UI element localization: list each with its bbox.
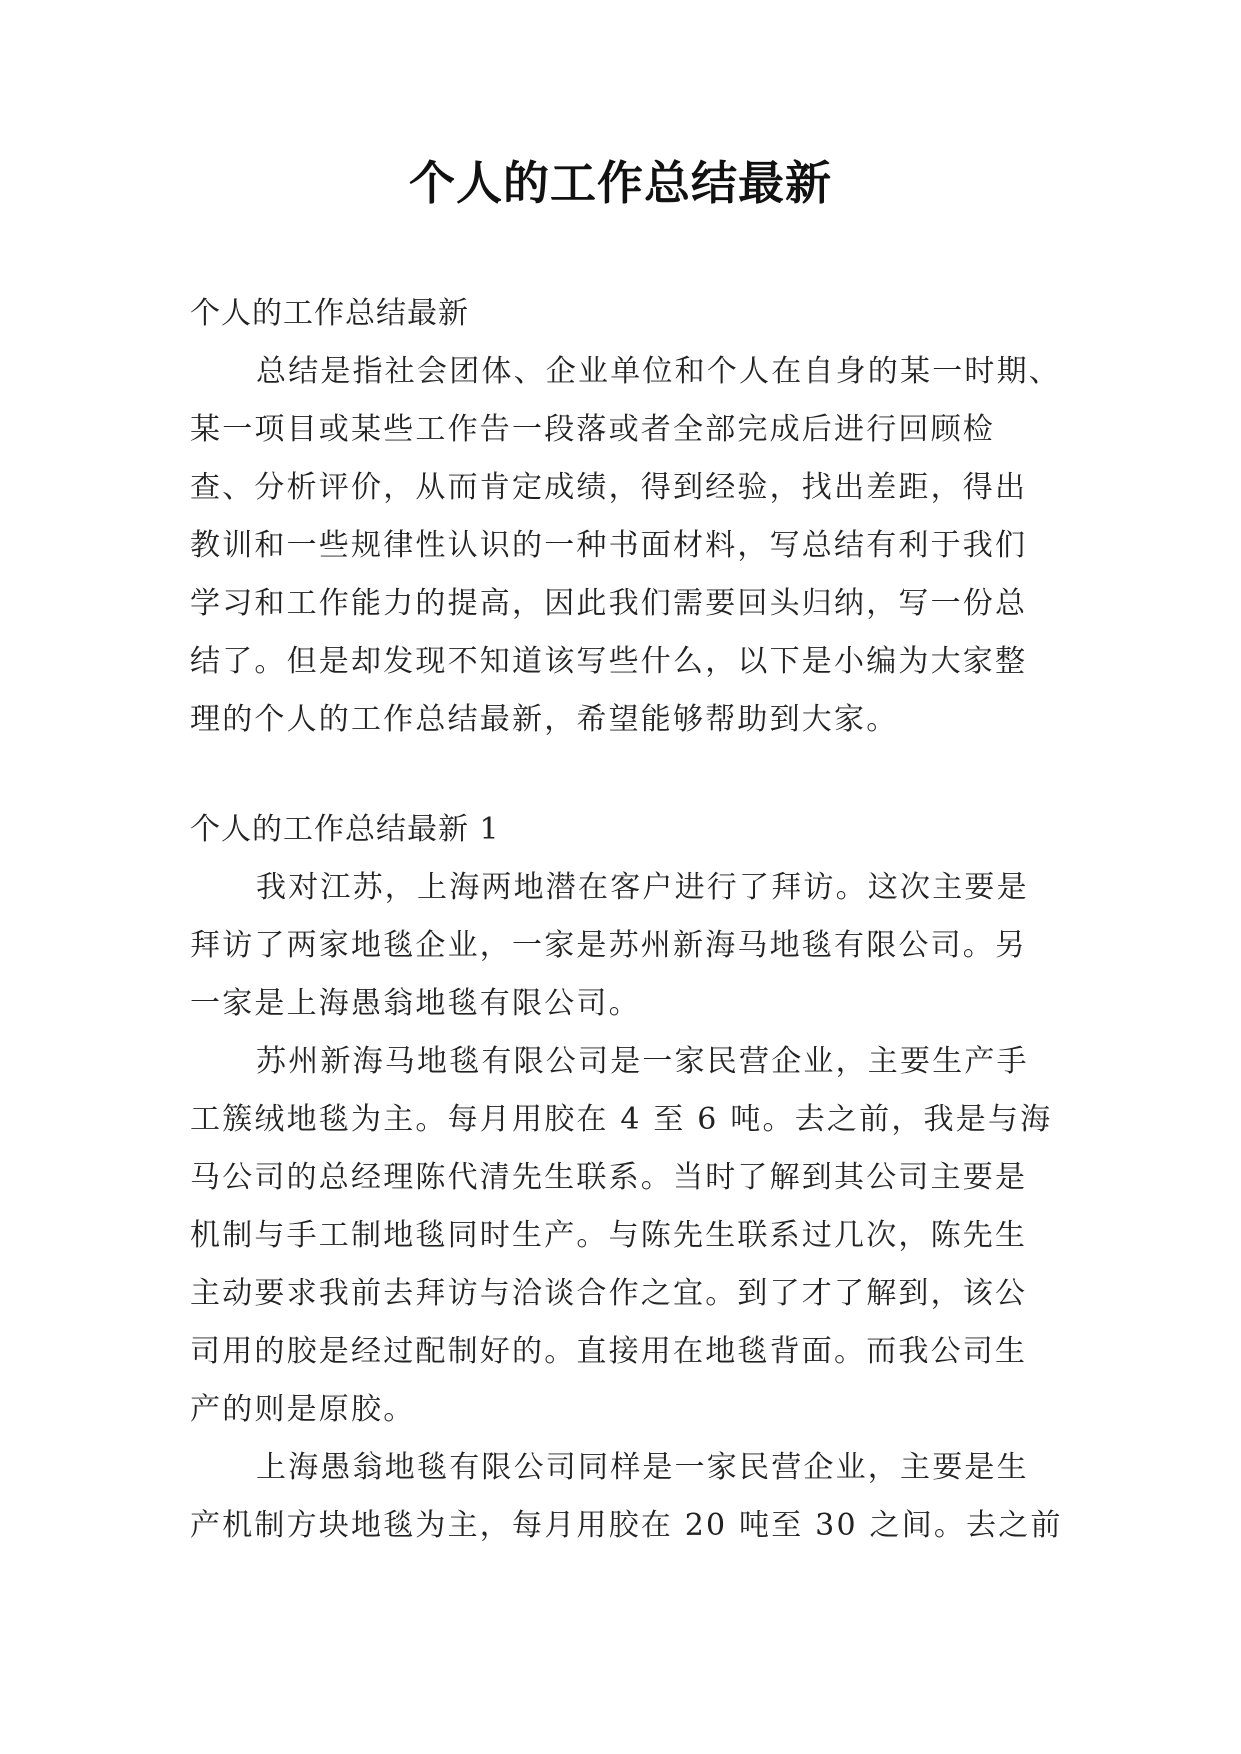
paragraph-line: 主动要求我前去拜访与洽谈合作之宜。到了才了解到，该公: [190, 1276, 1028, 1311]
paragraph-line: 苏州新海马地毯有限公司是一家民营企业，主要生产手: [256, 1044, 1029, 1079]
paragraph-line: 学习和工作能力的提高，因此我们需要回头归纳，写一份总: [190, 586, 1028, 621]
paragraph-line: 上海愚翁地毯有限公司同样是一家民营企业，主要是生: [256, 1450, 1029, 1485]
intro-heading: 个人的工作总结最新: [190, 296, 469, 331]
paragraph-line: 工簇绒地毯为主。每月用胶在 4 至 6 吨。去之前，我是与海: [190, 1102, 1053, 1137]
document-title: 个人的工作总结最新: [409, 156, 832, 210]
paragraph-line: 理的个人的工作总结最新，希望能够帮助到大家。: [190, 702, 899, 737]
section-spacer: [190, 749, 1046, 801]
paragraph-line: 产机制方块地毯为主，每月用胶在 20 吨至 30 之间。去之前: [190, 1508, 1063, 1543]
paragraph-line: 产的则是原胶。: [190, 1392, 416, 1427]
paragraph-line: 我对江苏，上海两地潜在客户进行了拜访。这次主要是: [256, 870, 1029, 905]
paragraph-line: 马公司的总经理陈代清先生联系。当时了解到其公司主要是: [190, 1160, 1028, 1195]
paragraph-1: [190, 859, 1046, 1033]
paragraph-line: 一家是上海愚翁地毯有限公司。: [190, 986, 641, 1021]
paragraph-line: 教训和一些规律性认识的一种书面材料，写总结有利于我们: [190, 528, 1028, 563]
paragraph-3: [190, 1439, 1063, 1555]
paragraph-2: [190, 1033, 1053, 1439]
document-body: [190, 285, 1063, 1555]
paragraph-line: 司用的胶是经过配制好的。直接用在地毯背面。而我公司生: [190, 1334, 1028, 1369]
paragraph-line: 机制与手工制地毯同时生产。与陈先生联系过几次，陈先生: [190, 1218, 1028, 1253]
paragraph-line: 总结是指社会团体、企业单位和个人在自身的某一时期、: [256, 354, 1061, 389]
paragraph-line: 拜访了两家地毯企业，一家是苏州新海马地毯有限公司。另: [190, 928, 1028, 963]
paragraph-line: 结了。但是却发现不知道该写些什么，以下是小编为大家整: [190, 644, 1028, 679]
intro-paragraph: [190, 343, 1061, 749]
section-heading: 个人的工作总结最新 1: [190, 812, 500, 847]
paragraph-line: 某一项目或某些工作告一段落或者全部完成后进行回顾检: [190, 412, 995, 447]
paragraph-line: 查、分析评价，从而肯定成绩，得到经验，找出差距，得出: [190, 470, 1028, 505]
